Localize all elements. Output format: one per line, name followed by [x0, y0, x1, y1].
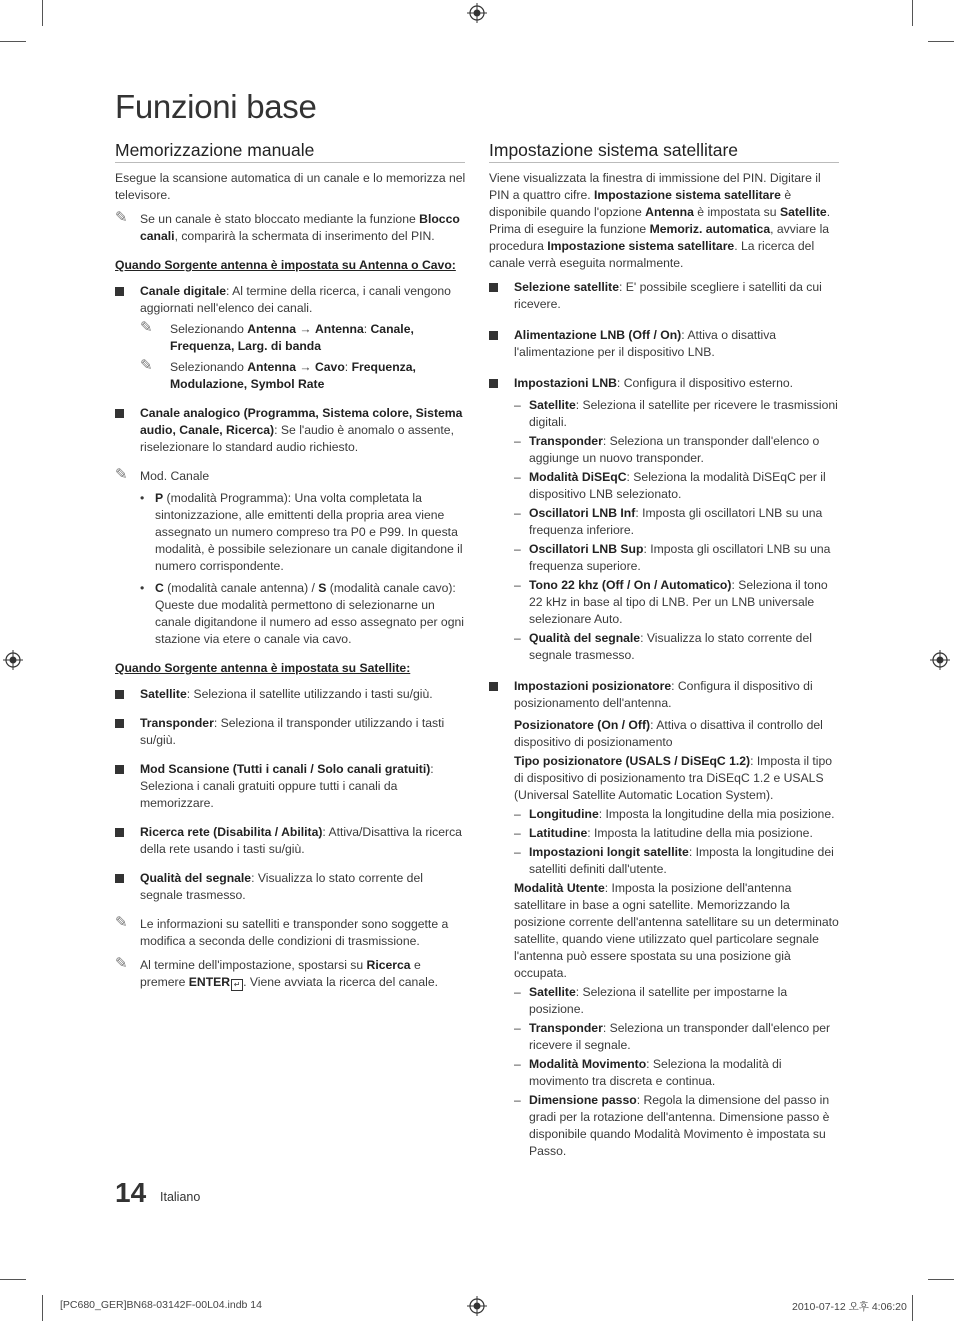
intro-bold: Memoriz. automatica: [649, 222, 771, 236]
item-label: Impostazioni LNB: [514, 376, 617, 390]
item-label: Satellite: [529, 985, 576, 999]
page-title: Funzioni base: [115, 88, 317, 125]
square-bullet-icon: [115, 409, 124, 418]
crop-mark: [42, 0, 43, 26]
crop-mark: [0, 1279, 26, 1280]
intro-part: Viene visualizzata la finestra di immissione del PIN. Digitare il PIN a quattro cifre.: [489, 171, 821, 202]
item-text: : Seleziona il tono 22 kHz in base al tipo di LNB. Per un LNB universale selezionare Auto.: [529, 578, 828, 626]
list-item: [514, 1056, 841, 1090]
item-label: Qualità del segnale: [529, 631, 641, 645]
item-text: : Se l'audio è anomalo o assente, riselezionare lo standard audio richiesto.: [140, 423, 454, 454]
crop-mark: [912, 1295, 913, 1321]
note-text: Mod. Canale: [140, 469, 210, 483]
list-item: [489, 678, 841, 1160]
pencil-note-icon: ✎: [115, 209, 128, 226]
note: [140, 359, 467, 393]
dash-icon: –: [514, 398, 521, 412]
note-text: . Viene avviata la ricerca del canale.: [243, 975, 438, 989]
list-item: [115, 824, 467, 858]
list-item: [514, 577, 841, 628]
left-column: [115, 170, 467, 998]
crop-mark: [42, 1295, 43, 1321]
item-label: Oscillatori LNB Sup: [529, 542, 644, 556]
dash-icon: –: [514, 1057, 521, 1071]
list-item: [140, 490, 467, 575]
item-text: : E' possibile scegliere i satelliti da cui ricevere.: [514, 280, 822, 311]
subheading-antenna-cable: Quando Sorgente antenna è impostata su Antenna o Cavo:: [115, 258, 456, 272]
note-text: , comparirà la schermata di inserimento del PIN.: [174, 229, 435, 243]
language-label: Italiano: [160, 1190, 201, 1204]
note-text: :: [344, 360, 352, 374]
intro-text: Esegue la scansione automatica di un canale e lo memorizza nel televisore.: [115, 171, 466, 202]
item-label: Transponder: [529, 434, 603, 448]
item-label: Selezione satellite: [514, 280, 619, 294]
item-text: : Imposta gli oscillatori LNB su una frequenza inferiore.: [529, 506, 823, 537]
note: [115, 468, 467, 648]
item-label: Modalità Utente: [514, 881, 605, 895]
note-text: e premere: [140, 958, 421, 989]
dash-icon: –: [514, 1093, 521, 1107]
dash-icon: –: [514, 506, 521, 520]
note-bold: Canale, Frequenza, Larg. di banda: [170, 322, 414, 353]
intro-part: è impostata su: [693, 205, 780, 219]
intro-part: . La ricerca del canale verrà eseguita normalmente.: [489, 239, 815, 270]
list-item: [489, 327, 841, 361]
list-item: [115, 870, 467, 904]
crop-mark: [928, 1279, 954, 1280]
intro-part: è disponibile quando l'opzione: [489, 188, 792, 219]
list-item: [489, 375, 841, 664]
note: [115, 916, 467, 950]
dash-icon: –: [514, 542, 521, 556]
square-bullet-icon: [115, 874, 124, 883]
footer-file: [PC680_GER]BN68-03142F-00L04.indb 14: [60, 1299, 262, 1311]
dash-icon: –: [514, 631, 521, 645]
pencil-note-icon: ✎: [115, 466, 128, 483]
crop-mark: [912, 0, 913, 26]
item-text: : Imposta il tipo di dispositivo di posizionamento tra DiSEqC 1.2 e USALS (Universal Satellite Automatic Location System).: [514, 754, 833, 802]
dash-icon: –: [514, 826, 521, 840]
list-item: [514, 505, 841, 539]
dash-icon: –: [514, 470, 521, 484]
item-label: Satellite: [529, 398, 576, 412]
item-label: Ricerca rete (Disabilita / Abilita): [140, 825, 323, 839]
dash-icon: –: [514, 807, 521, 821]
item-label: Transponder: [140, 716, 214, 730]
item-label: Satellite: [140, 687, 187, 701]
list-item: [140, 580, 467, 648]
item-text: : Visualizza lo stato corrente del segnale trasmesso.: [140, 871, 423, 902]
dash-icon: –: [514, 578, 521, 592]
item-text: : Regola la dimensione del passo in gradi per la rotazione dell'antenna. Dimensione passo è disponibile quando Modalità Movimento è impostata su Passo.: [529, 1093, 830, 1158]
square-bullet-icon: [489, 682, 498, 691]
note-bold: Antenna: [247, 360, 296, 374]
note: [115, 211, 467, 245]
note-bold: Ricerca: [366, 958, 411, 972]
usals-sublist: [514, 806, 841, 878]
intro-bold: Impostazione sistema satellitare: [594, 188, 781, 202]
pencil-note-icon: ✎: [140, 357, 153, 374]
positioner-type-text: [514, 753, 841, 804]
note-bold: Antenna: [247, 322, 296, 336]
list-item: [514, 825, 841, 842]
list-item: [115, 761, 467, 812]
list-item: [514, 469, 841, 503]
arrow-text: →: [296, 360, 315, 374]
item-text: : Seleziona il satellite per ricevere le trasmissioni digitali.: [529, 398, 838, 429]
item-label: Canale digitale: [140, 284, 227, 298]
list-item: [514, 433, 841, 467]
list-item: [514, 1092, 841, 1160]
item-text: : Seleziona i canali gratuiti oppure tutti i canali da memorizzare.: [140, 762, 434, 810]
enter-key-icon: ↵: [231, 979, 243, 991]
item-label: Posizionatore (On / Off): [514, 718, 651, 732]
list-item: [514, 806, 841, 823]
note-bold: ENTER: [188, 975, 231, 989]
item-label: Modalità Movimento: [529, 1057, 647, 1071]
list-item: [489, 279, 841, 313]
note-text: Selezionando: [170, 322, 248, 336]
item-label: Tipo posizionatore (USALS / DiSEqC 1.2): [514, 754, 751, 768]
item-text: : Seleziona il satellite utilizzando i tasti su/giù.: [186, 687, 433, 701]
item-text: : Seleziona la modalità di movimento tra discreta e continua.: [529, 1057, 782, 1088]
square-bullet-icon: [489, 331, 498, 340]
item-text: : Attiva o disattiva l'alimentazione per il dispositivo LNB.: [514, 328, 777, 359]
item-label: Longitudine: [529, 807, 599, 821]
subheading-satellite: Quando Sorgente antenna è impostata su Satellite:: [115, 661, 411, 675]
item-label: Mod Scansione (Tutti i canali / Solo canali gratuiti): [140, 762, 431, 776]
dash-icon: –: [514, 1021, 521, 1035]
item-label: P: [155, 491, 164, 505]
note: [140, 321, 467, 355]
item-label: Canale analogico (Programma, Sistema colore, Sistema audio, Canale, Ricerca): [140, 406, 463, 437]
heading-rule: [489, 162, 839, 163]
note-text: Le informazioni su satelliti e transponder sono soggette a modifica a seconda delle condizioni di trasmissione.: [140, 917, 449, 948]
item-label: Dimensione passo: [529, 1093, 637, 1107]
item-text: (modalità canale cavo): Queste due modalità permettono di selezionarne un canale digitandone il numero ad esso assegnato per ogni stazione via etere o canale via cavo.: [155, 581, 464, 646]
item-label: Modalità DiSEqC: [529, 470, 627, 484]
page-number: 14: [115, 1177, 147, 1208]
item-text: : Imposta gli oscillatori LNB su una frequenza superiore.: [529, 542, 831, 573]
dash-icon: –: [514, 434, 521, 448]
item-text: : Imposta la posizione dell'antenna satellitare in base a ogni satellite. Memorizzando la posizione corrente dell'antenna satellitare su un determinato satellite, quando viene utilizzato quel particolare segnale l'antenna può essere spostata su una posizione già occupata.: [514, 881, 839, 980]
dash-icon: –: [514, 985, 521, 999]
item-text: : Al termine della ricerca, i canali vengono aggiornati nell'elenco dei canali.: [140, 284, 451, 315]
footer-date: 2010-07-12 오후 4:06:20: [792, 1301, 907, 1313]
list-item: [115, 686, 467, 703]
item-label: C: [155, 581, 164, 595]
note-text: Al termine dell'impostazione, spostarsi su: [140, 958, 367, 972]
square-bullet-icon: [489, 379, 498, 388]
pencil-note-icon: ✎: [115, 955, 128, 972]
item-text: : Configura il dispositivo esterno.: [616, 376, 794, 390]
note-bold: Antenna: [314, 322, 364, 336]
item-text: : Seleziona il satellite per impostarne la posizione.: [529, 985, 788, 1016]
note: [115, 957, 467, 991]
registration-mark-icon: [930, 650, 950, 670]
item-label: Impostazioni longit satellite: [529, 845, 689, 859]
item-label: Impostazioni posizionatore: [514, 679, 672, 693]
list-item: [514, 984, 841, 1018]
pencil-note-icon: ✎: [115, 914, 128, 931]
registration-mark-icon: [467, 3, 487, 23]
item-text: : Imposta la longitudine dei satelliti definiti dall'utente.: [529, 845, 834, 876]
bullet-dot-icon: •: [140, 491, 145, 505]
item-text: : Configura il dispositivo di posizionamento dell'antenna.: [514, 679, 813, 710]
list-item: [115, 715, 467, 749]
right-column: [489, 170, 841, 1172]
list-item: [514, 844, 841, 878]
note-text: :: [363, 322, 371, 336]
intro-part: , avviare la procedura: [489, 222, 830, 253]
square-bullet-icon: [115, 765, 124, 774]
intro-bold: Satellite: [779, 205, 827, 219]
item-label: Transponder: [529, 1021, 603, 1035]
item-text: : Seleziona un transponder dall'elenco o aggiunge un nuovo transponder.: [529, 434, 820, 465]
list-item: [514, 1020, 841, 1054]
item-text: (modalità Programma): Una volta completata la sintonizzazione, alle emittenti della propria area viene assegnato un numero compreso tra P0 e P99. In questa modalità, è possibile selezionare un canale digitandone il numero corrispondente.: [155, 491, 463, 573]
item-text: : Imposta la latitudine della mia posizione.: [587, 826, 813, 840]
square-bullet-icon: [115, 287, 124, 296]
note-bold: Frequenza, Modulazione, Symbol Rate: [170, 360, 416, 391]
pencil-note-icon: ✎: [140, 319, 153, 336]
item-text: : Attiva o disattiva il controllo del dispositivo di posizionamento: [514, 718, 823, 749]
crop-mark: [0, 41, 26, 42]
dash-icon: –: [514, 845, 521, 859]
registration-mark-icon: [467, 1296, 487, 1316]
note-text: Selezionando: [170, 360, 248, 374]
list-item: [514, 397, 841, 431]
lnb-sublist: [514, 397, 841, 664]
intro-bold: Impostazione sistema satellitare: [547, 239, 735, 253]
bullet-dot-icon: •: [140, 581, 145, 595]
list-item: [115, 283, 467, 393]
note-text: Se un canale è stato bloccato mediante la funzione: [140, 212, 420, 226]
intro-part: . Prima di eseguire la funzione: [489, 205, 831, 236]
intro-bold: Antenna: [645, 205, 694, 219]
user-sublist: [514, 984, 841, 1160]
item-text: (modalità canale antenna) /: [163, 581, 319, 595]
user-mode-text: [514, 880, 841, 982]
square-bullet-icon: [489, 283, 498, 292]
section-heading-manual: Memorizzazione manuale: [115, 140, 315, 160]
item-text: : Imposta la longitudine della mia posizione.: [598, 807, 835, 821]
item-text: : Visualizza lo stato corrente del segnale trasmesso.: [529, 631, 812, 662]
registration-mark-icon: [3, 650, 23, 670]
heading-rule: [115, 162, 465, 163]
item-label: Oscillatori LNB Inf: [529, 506, 636, 520]
item-text: : Seleziona il transponder utilizzando i tasti su/giù.: [140, 716, 445, 747]
item-text: : Attiva/Disattiva la ricerca della rete usando i tasti su/giù.: [140, 825, 462, 856]
item-label: Latitudine: [529, 826, 588, 840]
square-bullet-icon: [115, 719, 124, 728]
list-item: [514, 630, 841, 664]
item-text: : Seleziona la modalità DiSEqC per il dispositivo LNB selezionato.: [529, 470, 826, 501]
intro-text: [489, 170, 841, 272]
positioner-text: [514, 717, 841, 751]
item-text: : Seleziona un transponder dall'elenco per ricevere il segnale.: [529, 1021, 831, 1052]
crop-mark: [928, 41, 954, 42]
note-bold: Blocco canali: [140, 212, 460, 243]
item-label: Alimentazione LNB (Off / On): [514, 328, 682, 342]
item-label: S: [318, 581, 327, 595]
square-bullet-icon: [115, 828, 124, 837]
item-label: Tono 22 khz (Off / On / Automatico): [529, 578, 732, 592]
list-item: [514, 541, 841, 575]
note-bold: Cavo: [314, 360, 345, 374]
section-heading-satellite: Impostazione sistema satellitare: [489, 140, 738, 160]
item-label: Qualità del segnale: [140, 871, 252, 885]
list-item: [115, 405, 467, 456]
square-bullet-icon: [115, 690, 124, 699]
arrow-text: →: [296, 322, 315, 336]
